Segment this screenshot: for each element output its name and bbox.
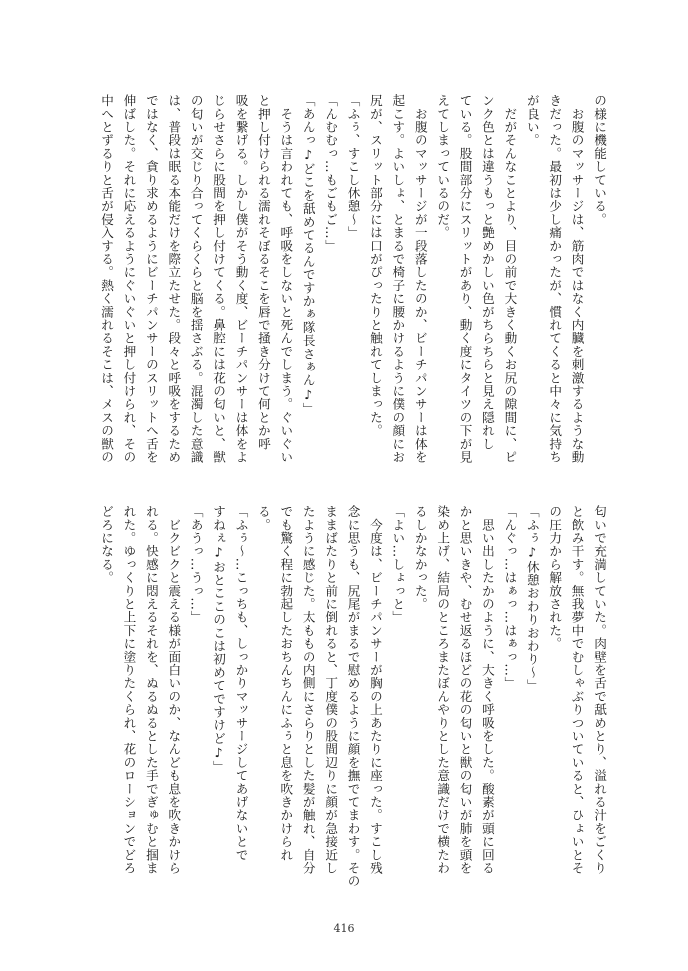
text-line: ままばたりと前に倒れると、丁度僕の股間辺りに顔が急接近し: [323, 505, 339, 875]
text-line: 「んむむっ…もごもご…」: [323, 94, 339, 253]
text-line: 「あんっ♪どこを舐めてるんですかぁ隊長さぁん♪」: [300, 94, 316, 416]
text-line: るしかなかった。: [412, 505, 428, 611]
text-line: 中へとずるりと舌が侵入する。熱く濡れるそこは、メスの獣の: [99, 94, 115, 464]
text-line: ている。股間部分にスリットがあり、動く度にタイツの下が見: [457, 94, 473, 464]
text-line: 「よい…しょっと」: [390, 505, 406, 624]
text-line: そうは言われても、呼吸をしないと死んでしまう。ぐいぐい: [278, 94, 294, 464]
text-line: の圧力から解放された。: [547, 505, 563, 651]
text-line: 尻が、スリット部分には口がぴったりと触れてしまった。: [367, 94, 383, 438]
text-block-top: [30, 94, 610, 489]
text-line: 今度は、ビーチパンサーが胸の上あたりに座った。すこし残: [367, 505, 383, 875]
text-line: 染め上げ、結局のところまたぼんやりとした意識だけで横たわ: [435, 505, 451, 875]
text-line: たように感じた。太ももの内側にさらりとした髪が触れ、自分: [300, 505, 316, 875]
text-line: 「ふぅ♪休憩おわりおわり～」: [524, 505, 540, 693]
text-line: かと思いきや、むせ返るほどの花の匂いと獣の匂いが肺を頭を: [457, 505, 473, 875]
text-line: れる。快感に悶えるそれを、ぬるぬるとした手でぎゅむと掴ま: [143, 505, 159, 875]
text-line: れた。ゆっくりと上下に塗りたくられ、花のローションでどろ: [121, 505, 137, 875]
text-line: と飲み干す。無我夢中でむしゃぶりついていると、ひょいとそ: [569, 505, 585, 875]
text-line: 伸ばした。それに応えるようにぐいぐいと押し付けられ、その: [121, 94, 137, 464]
text-line: の様に機能している。: [592, 94, 607, 226]
text-line: きだった。最初は少し痛かったが、慣れてくると中々に気持ち: [547, 94, 563, 464]
text-line: ではなく、貪り求めるようにビーチパンサーのスリットへ舌を: [143, 94, 159, 464]
text-line: は、普段は眠る本能だけを際立たせた。段々と呼吸をするため: [166, 94, 182, 464]
text-line: だがそんなことより、目の前で大きく動くお尻の隙間に、ピ: [502, 94, 518, 464]
text-line: 思い出したかのように、大きく呼吸をした。酸素が頭に回る: [479, 505, 495, 875]
text-line: お腹のマッサージが一段落したのか、ビーチパンサーは体を: [412, 94, 428, 464]
text-line: 匂いで充満していた。肉壁を舌で舐めとり、溢れる汁をごくり: [592, 505, 607, 875]
text-line: 「んぐっ…はぁっ…はぁっ…」: [502, 505, 518, 690]
text-line: でも驚く程に勃起したおちんちんにふぅと息を吹きかけられ: [278, 505, 294, 862]
text-line: が良い。: [524, 94, 540, 147]
page-number: 416: [333, 922, 355, 935]
text-line: ビクビクと震える様が面白いのか、なんども息を吹きかけら: [166, 505, 182, 875]
text-line: じらせさらに股間を押し付けてくる。鼻腔には花の匂いと、獣: [211, 94, 227, 464]
text-line: と押し付けられる濡れそぼるそこを唇で掻き分けて何とか呼: [255, 94, 271, 451]
text-line: の匂いが交じり合ってくらくらと脳を揺さぶる。混濁した意識: [188, 94, 204, 464]
text-line: ンク色とは違うもっと艶めかしい色がちらちらと見え隠れし: [479, 94, 495, 451]
text-line: お腹のマッサージは、筋肉ではなく内臓を刺激するような動: [569, 94, 585, 464]
text-line: 念に思うも、尻尾がまるで慰めるように顔を撫でてまわす。その: [345, 505, 361, 888]
text-line: 「ふぅ～…こっちも、しっかりマッサージしてあげないとで: [233, 505, 249, 862]
text-line: えてしまっているのだ。: [435, 94, 451, 240]
text-line: 「あうっ…うっ…」: [188, 505, 204, 624]
text-line: すねぇ♪おとここのこは初めてですけど♪」: [211, 505, 227, 774]
text-line: 吸を繋げる。しかし僕がそう動く度、ビーチパンサーは体をよ: [233, 94, 249, 464]
text-line: 起こす。よいしょ、とまるで椅子に腰かけるように僕の顔にお: [390, 94, 406, 464]
text-line: 「ふぅ、すこし休憩～」: [345, 94, 361, 240]
text-block-bottom: [30, 505, 610, 888]
text-line: る。: [255, 505, 271, 532]
text-line: どろになる。: [99, 505, 115, 585]
